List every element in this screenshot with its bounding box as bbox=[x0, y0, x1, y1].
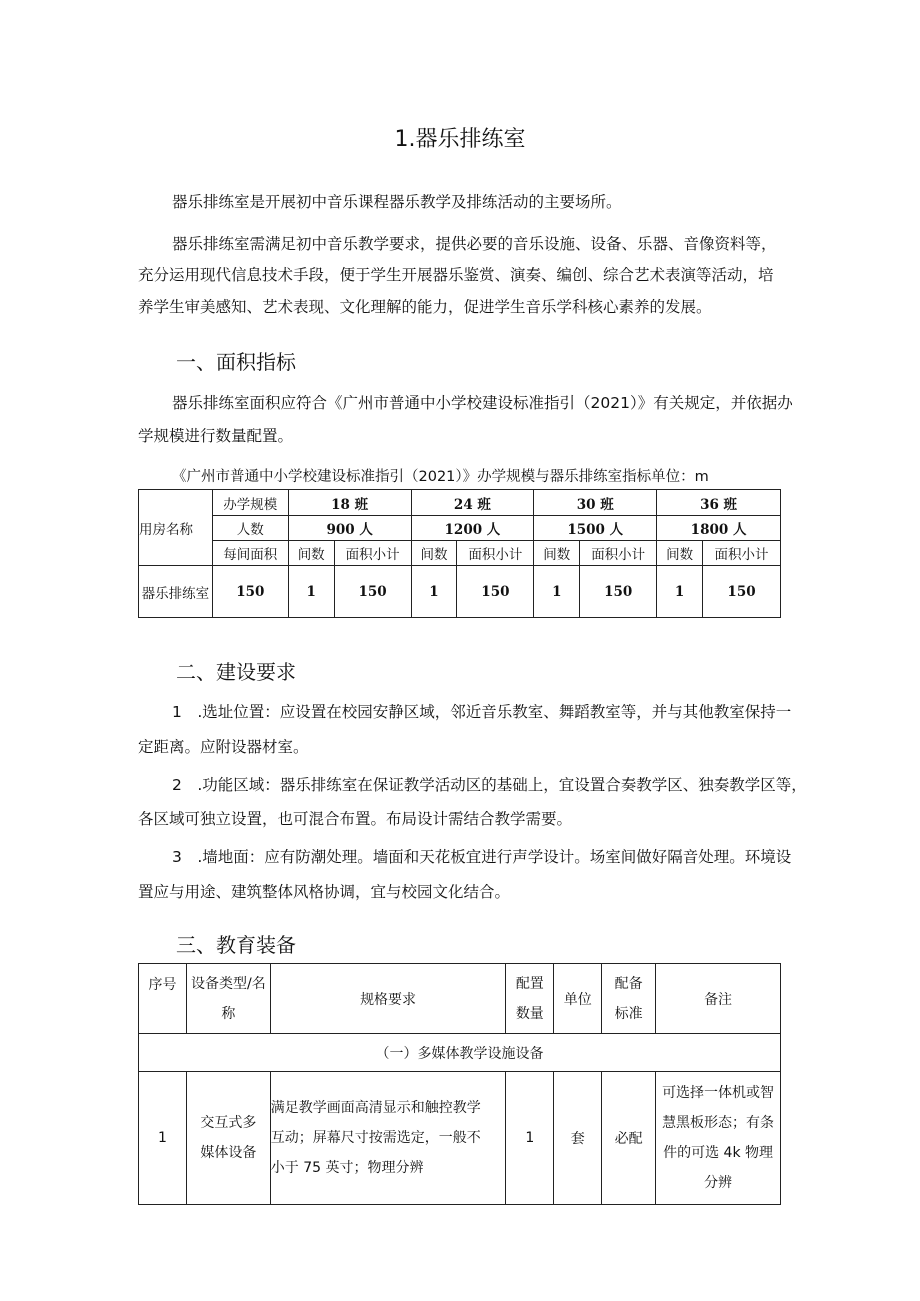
table-cell: 1 bbox=[288, 566, 334, 618]
row-note-line-4: 分辨 bbox=[704, 1175, 733, 1191]
intro-paragraph-1: 器乐排练室是开展初中音乐课程器乐教学及排练活动的主要场所。 bbox=[172, 193, 622, 211]
class-24-header: 24 班 bbox=[411, 490, 534, 516]
subtotal-header: 面积小计 bbox=[334, 541, 411, 566]
people-header: 人数 bbox=[212, 516, 288, 541]
header-type-line-1: 设备类型/名 bbox=[190, 975, 266, 992]
intro-paragraph-2-line-2: 充分运用现代信息技术手段，便于学生开展器乐鉴赏、演奏、编创、综合艺术表演等活动，培 bbox=[138, 266, 774, 284]
row-spec-line-1: 满足教学画面高清显示和触控教学 bbox=[270, 1100, 481, 1116]
header-spec: 规格要求 bbox=[270, 964, 506, 1034]
row-spec-line-2: 互动；屏幕尺寸按需选定，一般不 bbox=[270, 1130, 481, 1146]
area-paragraph-line-1: 器乐排练室面积应符合《广州市普通中小学校建设标准指引（2021）》有关规定，并依据办 bbox=[172, 394, 793, 412]
row-std: 必配 bbox=[602, 1072, 656, 1205]
table-cell: 150 bbox=[703, 566, 781, 618]
class-30-header: 30 班 bbox=[534, 490, 657, 516]
header-note: 备注 bbox=[656, 964, 781, 1034]
row-unit: 套 bbox=[554, 1072, 602, 1205]
class-36-header: 36 班 bbox=[657, 490, 781, 516]
subtotal-header: 面积小计 bbox=[457, 541, 534, 566]
intro-paragraph-2-line-3: 养学生审美感知、艺术表现、文化理解的能力，促进学生音乐学科核心素养的发展。 bbox=[138, 298, 712, 316]
row-name bbox=[186, 1072, 270, 1205]
requirement-2-line-2: 各区域可独立设置，也可混合布置。布局设计需结合教学需要。 bbox=[138, 810, 573, 828]
table-cell: 1 bbox=[657, 566, 703, 618]
table-cell: 150 bbox=[457, 566, 534, 618]
people-18: 900 人 bbox=[288, 516, 411, 541]
row-qty: 1 bbox=[506, 1072, 554, 1205]
section-heading-requirements: 二、建设要求 bbox=[176, 660, 296, 684]
header-type bbox=[186, 964, 270, 1034]
table-cell: 1 bbox=[411, 566, 457, 618]
subtotal-header: 面积小计 bbox=[703, 541, 781, 566]
room-name-header: 用房名称 bbox=[139, 490, 213, 566]
people-24: 1200 人 bbox=[411, 516, 534, 541]
requirement-3-line-2: 置应与用途、建筑整体风格协调，宜与校园文化结合。 bbox=[138, 883, 511, 901]
scale-header: 办学规模 bbox=[212, 490, 288, 516]
row-note-line-1: 可选择一体机或智 bbox=[662, 1085, 775, 1101]
requirement-3-line-1: 3 .墙地面：应有防潮处理。墙面和天花板宜进行声学设计。场室间做好隔音处理。环境设 bbox=[172, 848, 792, 866]
room-name-cell: 器乐排练室 bbox=[139, 566, 213, 618]
area-table-caption: 《广州市普通中小学校建设标准指引（2021）》办学规模与器乐排练室指标单位：m bbox=[172, 469, 709, 485]
intro-paragraph-2-line-1: 器乐排练室需满足初中音乐教学要求，提供必要的音乐设施、设备、乐器、音像资料等， bbox=[172, 235, 777, 253]
table-cell: 150 bbox=[580, 566, 657, 618]
row-name-line-1: 交互式多 bbox=[200, 1115, 257, 1131]
header-no: 序号 bbox=[139, 964, 187, 1034]
row-spec bbox=[270, 1072, 506, 1205]
area-paragraph-line-2: 学规模进行数量配置。 bbox=[138, 427, 294, 445]
row-spec-line-3: 小于 75 英寸；物理分辨 bbox=[270, 1160, 424, 1176]
subtotal-header: 面积小计 bbox=[580, 541, 657, 566]
page-title: 1.器乐排练室 bbox=[394, 127, 526, 152]
section-heading-equipment: 三、教育装备 bbox=[176, 933, 296, 957]
header-std-line-2: 标准 bbox=[614, 1005, 643, 1022]
category-row: （一）多媒体教学设施设备 bbox=[139, 1034, 781, 1072]
section-heading-area: 一、面积指标 bbox=[176, 350, 296, 374]
count-header: 间数 bbox=[288, 541, 334, 566]
requirement-1-line-2: 定距离。应附设器材室。 bbox=[138, 738, 309, 756]
header-std-line-1: 配备 bbox=[614, 975, 643, 992]
table-cell: 150 bbox=[334, 566, 411, 618]
header-type-line-2: 称 bbox=[221, 1005, 236, 1022]
area-table bbox=[138, 489, 781, 618]
row-note-line-3: 件的可选 4k 物理 bbox=[663, 1145, 774, 1161]
row-no: 1 bbox=[139, 1072, 187, 1205]
per-room-area-cell: 150 bbox=[212, 566, 288, 618]
count-header: 间数 bbox=[411, 541, 457, 566]
class-18-header: 18 班 bbox=[288, 490, 411, 516]
row-note bbox=[656, 1072, 781, 1205]
count-header: 间数 bbox=[657, 541, 703, 566]
header-qty-line-2: 数量 bbox=[515, 1005, 544, 1022]
equipment-table bbox=[138, 963, 781, 1205]
row-name-line-2: 媒体设备 bbox=[200, 1145, 257, 1161]
row-note-line-2: 慧黑板形态；有条 bbox=[662, 1115, 775, 1131]
people-36: 1800 人 bbox=[657, 516, 781, 541]
table-cell: 1 bbox=[534, 566, 580, 618]
requirement-1-line-1: 1 .选址位置：应设置在校园安静区域，邻近音乐教室、舞蹈教室等，并与其他教室保持一 bbox=[172, 703, 792, 721]
header-unit: 单位 bbox=[554, 964, 602, 1034]
people-30: 1500 人 bbox=[534, 516, 657, 541]
per-room-area-header: 每间面积 bbox=[212, 541, 288, 566]
requirement-2-line-1: 2 .功能区域：器乐排练室在保证教学活动区的基础上，宜设置合奏教学区、独奏教学区等， bbox=[172, 776, 807, 794]
header-qty-line-1: 配置 bbox=[515, 975, 544, 992]
count-header: 间数 bbox=[534, 541, 580, 566]
header-std bbox=[602, 964, 656, 1034]
header-qty bbox=[506, 964, 554, 1034]
